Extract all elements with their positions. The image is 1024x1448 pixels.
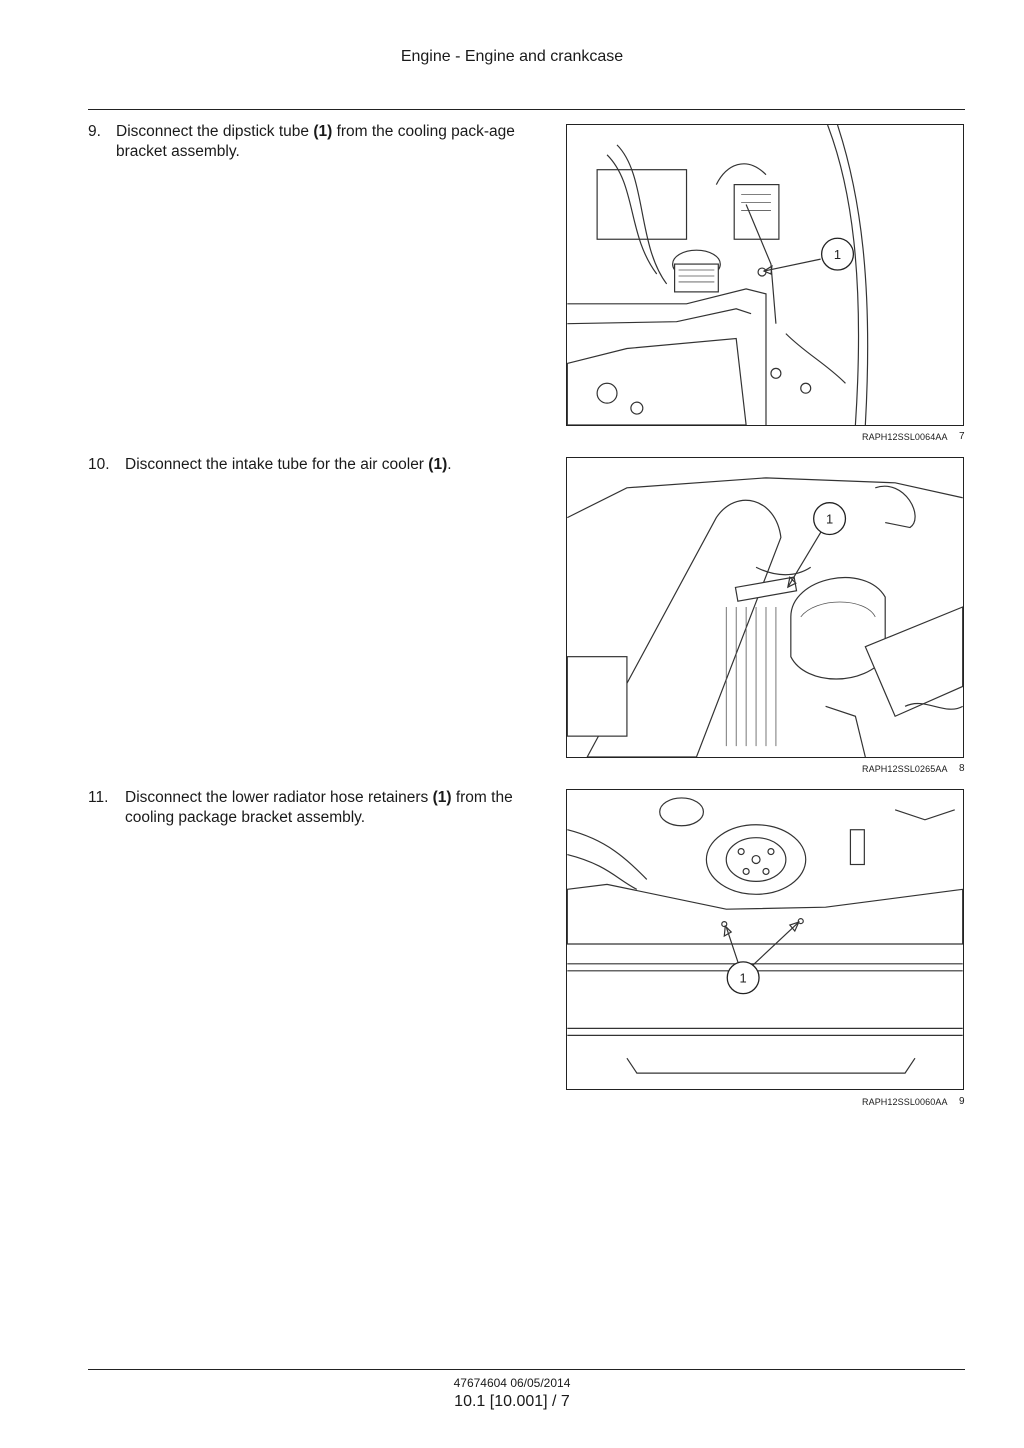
figure-callout-1: 1	[825, 511, 834, 527]
footer-page-number: 10.1 [10.001] / 7	[454, 1393, 570, 1410]
figure-intake-tube	[566, 457, 964, 758]
page-header: Engine - Engine and crankcase	[400, 48, 624, 65]
footer-rule	[88, 1369, 965, 1370]
footer-document-id: 47674604 06/05/2014	[453, 1376, 571, 1390]
figure-illustration	[567, 458, 963, 757]
figure-code: RAPH12SSL0064AA	[862, 432, 948, 442]
step-text-ref: (1)	[313, 123, 333, 140]
step-text-pre: Disconnect the dipstick tube	[116, 123, 314, 140]
figure-number: 9	[959, 1096, 965, 1107]
step-text-pre: Disconnect the intake tube for the air cooler	[125, 456, 429, 473]
step-text-post: from the cooling package bracket assembly.	[125, 789, 513, 826]
figure-code: RAPH12SSL0060AA	[862, 1097, 948, 1107]
figure-code: RAPH12SSL0265AA	[862, 764, 948, 774]
figure-illustration	[567, 790, 963, 1089]
figure-number: 7	[959, 431, 965, 442]
step-11	[88, 788, 538, 828]
figure-callout-1: 1	[833, 247, 842, 263]
step-10	[88, 455, 538, 475]
step-text	[88, 122, 538, 162]
step-text	[88, 788, 538, 828]
step-number: 11.	[88, 789, 109, 806]
step-text-ref: (1)	[432, 789, 452, 806]
figure-radiator-hose-retainers	[566, 789, 964, 1090]
figure-dipstick-tube	[566, 124, 964, 426]
header-rule	[88, 109, 965, 110]
step-text	[88, 455, 538, 475]
step-number: 9.	[88, 123, 101, 140]
figure-callout-1: 1	[739, 970, 747, 986]
step-text-pre: Disconnect the lower radiator hose retainers	[125, 789, 433, 806]
step-9	[88, 122, 538, 162]
step-text-post: .	[447, 456, 452, 473]
figure-illustration	[567, 125, 963, 425]
step-text-ref: (1)	[428, 456, 448, 473]
step-number: 10.	[88, 456, 110, 473]
step-text-post: from the cooling pack-age bracket assembly.	[116, 123, 515, 160]
figure-number: 8	[959, 763, 965, 774]
